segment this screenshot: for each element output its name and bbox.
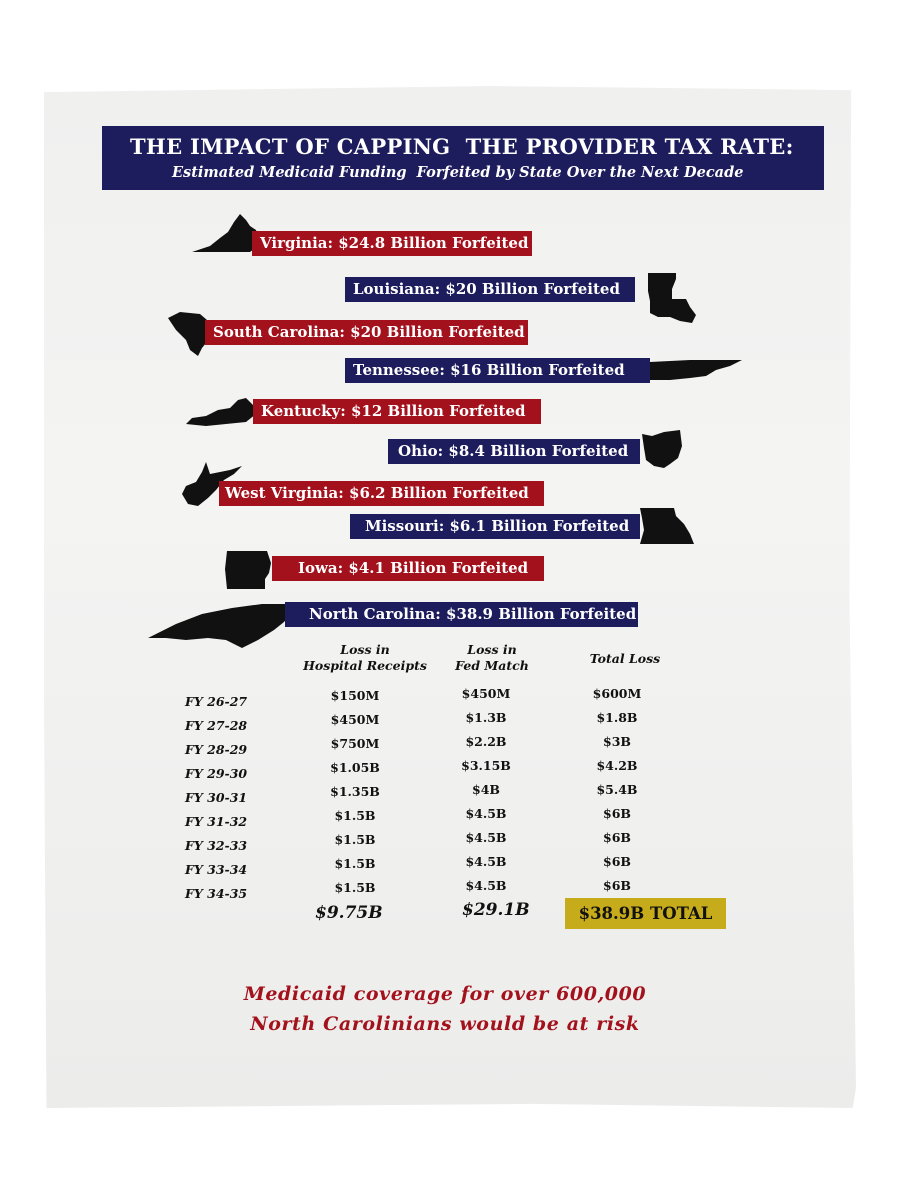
state-bar-louisiana: Louisiana: $20 Billion Forfeited — [345, 277, 635, 302]
missouri-shape-icon — [638, 506, 696, 546]
footer-line-2: North Carolinians would be at risk — [250, 1013, 640, 1035]
column-header-hospital-receipts: Loss in Hospital Receipts — [303, 642, 427, 673]
fiscal-year-label: FY 33-34 — [185, 862, 248, 877]
total-loss-cell: $1.8B — [596, 710, 638, 725]
total-loss-cell: $6B — [603, 806, 631, 821]
hospital-loss-cell: $1.5B — [334, 832, 376, 847]
fed-match-loss-cell: $3.15B — [461, 758, 511, 773]
column-header-fed-match: Loss in Fed Match — [455, 642, 529, 673]
state-bar-north-carolina: North Carolina: $38.9 Billion Forfeited — [285, 602, 638, 627]
total-loss-cell: $3B — [603, 734, 631, 749]
fiscal-year-label: FY 29-30 — [185, 766, 248, 781]
fed-match-loss-cell: $4.5B — [465, 878, 507, 893]
state-bar-kentucky: Kentucky: $12 Billion Forfeited — [253, 399, 541, 424]
fed-match-loss-cell: $2.2B — [465, 734, 507, 749]
north-carolina-shape-icon — [146, 600, 296, 650]
state-bar-missouri: Missouri: $6.1 Billion Forfeited — [350, 514, 640, 539]
fed-match-loss-cell: $4.5B — [465, 830, 507, 845]
fiscal-year-label: FY 27-28 — [185, 718, 248, 733]
iowa-shape-icon — [223, 549, 273, 591]
state-bar-tennessee: Tennessee: $16 Billion Forfeited — [345, 358, 650, 383]
fed-match-loss-cell: $450M — [461, 686, 511, 701]
fiscal-year-label: FY 34-35 — [185, 886, 248, 901]
total-loss-cell: $6B — [603, 854, 631, 869]
fiscal-year-label: FY 26-27 — [185, 694, 248, 709]
state-bar-west-virginia: West Virginia: $6.2 Billion Forfeited — [219, 481, 544, 506]
fed-match-loss-cell: $4.5B — [465, 854, 507, 869]
tennessee-shape-icon — [650, 358, 744, 382]
grand-total-badge: $38.9B TOTAL — [565, 898, 726, 929]
page-title: THE IMPACT OF CAPPING THE PROVIDER TAX RATE: — [130, 134, 794, 159]
state-bar-iowa: Iowa: $4.1 Billion Forfeited — [272, 556, 544, 581]
total-loss-cell: $5.4B — [596, 782, 638, 797]
footer-line-1: Medicaid coverage for over 600,000 — [243, 983, 647, 1005]
total-loss-cell: $6B — [603, 878, 631, 893]
state-bar-ohio: Ohio: $8.4 Billion Forfeited — [388, 439, 640, 464]
fed-match-loss-cell: $1.3B — [465, 710, 507, 725]
title-banner — [102, 126, 824, 190]
hospital-loss-cell: $1.35B — [330, 784, 380, 799]
total-loss-cell: $6B — [603, 830, 631, 845]
column-header-total-loss: Total Loss — [589, 651, 661, 666]
total-loss-cell: $4.2B — [596, 758, 638, 773]
hospital-loss-cell: $750M — [330, 736, 380, 751]
fiscal-year-label: FY 30-31 — [185, 790, 248, 805]
fiscal-year-label: FY 28-29 — [185, 742, 248, 757]
state-bar-south-carolina: South Carolina: $20 Billion Forfeited — [205, 320, 528, 345]
fiscal-year-label: FY 32-33 — [185, 838, 248, 853]
fed-match-loss-cell: $4.5B — [465, 806, 507, 821]
total-loss-cell: $600M — [592, 686, 642, 701]
fed-match-loss-cell: $4B — [472, 782, 500, 797]
kentucky-shape-icon — [186, 396, 258, 428]
ohio-shape-icon — [640, 428, 684, 470]
louisiana-shape-icon — [646, 271, 698, 325]
hospital-loss-cell: $1.5B — [334, 856, 376, 871]
hospital-loss-sum: $9.75B — [315, 903, 383, 923]
hospital-loss-cell: $1.5B — [334, 808, 376, 823]
fiscal-year-label: FY 31-32 — [185, 814, 248, 829]
hospital-loss-cell: $1.5B — [334, 880, 376, 895]
hospital-loss-cell: $1.05B — [330, 760, 380, 775]
page-subtitle: Estimated Medicaid Funding Forfeited by State Over the Next Decade — [172, 164, 744, 181]
state-bar-virginia: Virginia: $24.8 Billion Forfeited — [252, 231, 532, 256]
fed-match-loss-sum: $29.1B — [462, 900, 530, 920]
hospital-loss-cell: $450M — [330, 712, 380, 727]
hospital-loss-cell: $150M — [330, 688, 380, 703]
